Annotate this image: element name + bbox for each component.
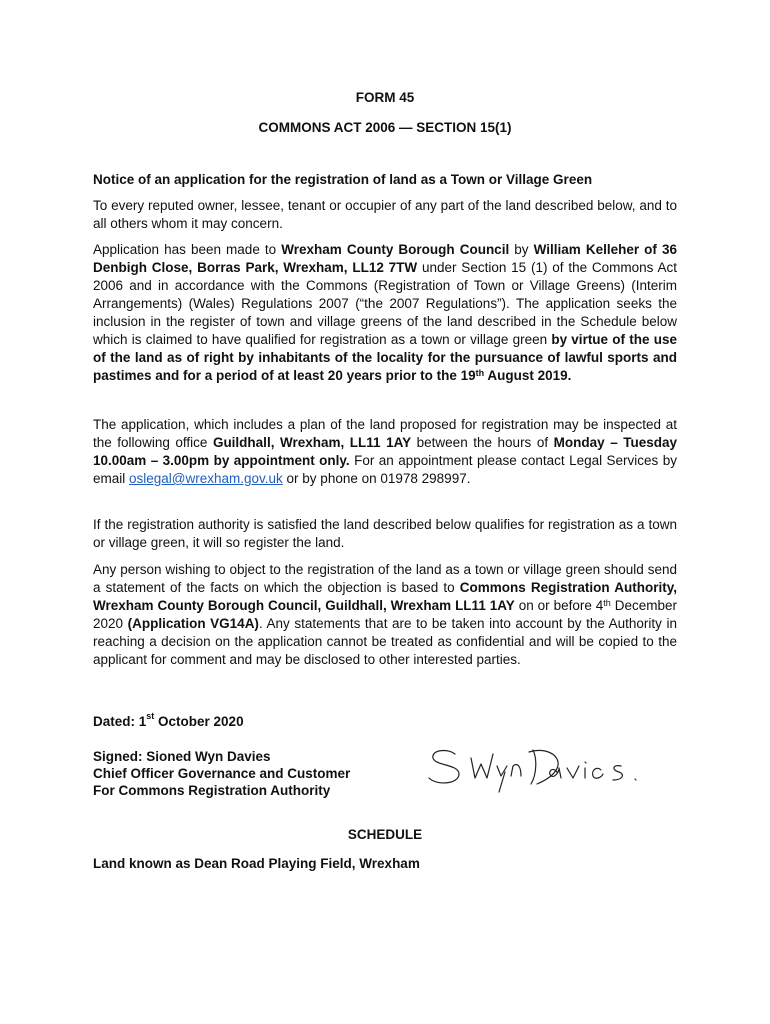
act-title: COMMONS ACT 2006 — SECTION 15(1) bbox=[258, 120, 512, 135]
signer-authority: For Commons Registration Authority bbox=[93, 783, 331, 798]
applicant-name: William Kelleher of 36 Denbigh Close, Borras Park, Wrexham, LL12 7TW bbox=[93, 242, 677, 275]
notice-title: Notice of an application for the registration of land as a Town or Village Green bbox=[93, 172, 593, 187]
signed-name: Signed: Sioned Wyn Davies bbox=[93, 749, 271, 764]
para-addressees: To every reputed owner, lessee, tenant or occupier of any part of the land described below, and to all others whom it may concern. bbox=[93, 198, 677, 231]
land-description: Land known as Dean Road Playing Field, Wrexham bbox=[93, 856, 420, 871]
para-inspection: The application, which includes a plan of the land proposed for registration may be inspected at the following office Guildhall, Wrexham, LL11 1AY between the hours of Monday – Tuesday 10.00am – 3.00pm by appointment only. For an appointment please contact Legal Services by email oslegal@wrexham.gov.uk or by phone on 01978 298997. bbox=[93, 417, 678, 486]
para-registration: If the registration authority is satisfied the land described below qualifies for registration as a town or village green, it will so register the land. bbox=[93, 517, 677, 550]
form-title: FORM 45 bbox=[355, 90, 415, 105]
handwritten-signature bbox=[425, 738, 655, 794]
authority-address: Commons Registration Authority, Wrexham County Borough Council, Guildhall, Wrexham LL11 1AY bbox=[93, 580, 677, 613]
council-name: Wrexham County Borough Council bbox=[281, 242, 510, 257]
para-objection: Any person wishing to object to the registration of the land as a town or village green should send a statement of the facts on which the objection is based to Commons Registration Authority, Wrexham County Borough Council, Guildhall, Wrexham LL11 1AY on or before 4th December 2020 (Application VG14A). Any statements that are to be taken into account by the Authority in reaching a decision on the application cannot be treated as confidential and will be copied to the applicant for comment and may be disclosed to other interested parties. bbox=[93, 562, 677, 667]
para-application: Application has been made to Wrexham County Borough Council by William Kelleher of 36 Denbigh Close, Borras Park, Wrexham, LL12 7TW under Section 15 (1) of the Commons Act 2006 and in accordance with the Commons (Registration of Town or Village Greens) (Interim Arrangements) (Wales) Regulations 2007 (“the 2007 Regulations”). The application seeks the inclusion in the register of town and village greens of the land described in the Schedule below which is claimed to have qualified for registration as a town or village green by virtue of the use of the land as of right by inhabitants of the locality for the pursuance of lawful sports and pastimes and for a period of at least 20 years prior to the 19th August 2019. bbox=[93, 242, 677, 383]
inspection-hours: Monday – Tuesday 10.00am – 3.00pm by appointment only. bbox=[93, 435, 678, 468]
application-reference: (Application VG14A) bbox=[127, 616, 259, 631]
dated-line: Dated: 1st October 2020 bbox=[93, 711, 244, 729]
signature-block bbox=[93, 748, 350, 799]
office-address: Guildhall, Wrexham, LL11 1AY bbox=[212, 435, 412, 450]
email-link[interactable]: oslegal@wrexham.gov.uk bbox=[129, 471, 283, 486]
schedule-heading: SCHEDULE bbox=[347, 827, 423, 842]
signer-title: Chief Officer Governance and Customer bbox=[93, 766, 351, 781]
claim-basis: by virtue of the use of the land as of right by inhabitants of the locality for the pursuance of lawful sports and pastimes and for a period of at least 20 years prior to the 19th August 2019. bbox=[93, 332, 677, 383]
